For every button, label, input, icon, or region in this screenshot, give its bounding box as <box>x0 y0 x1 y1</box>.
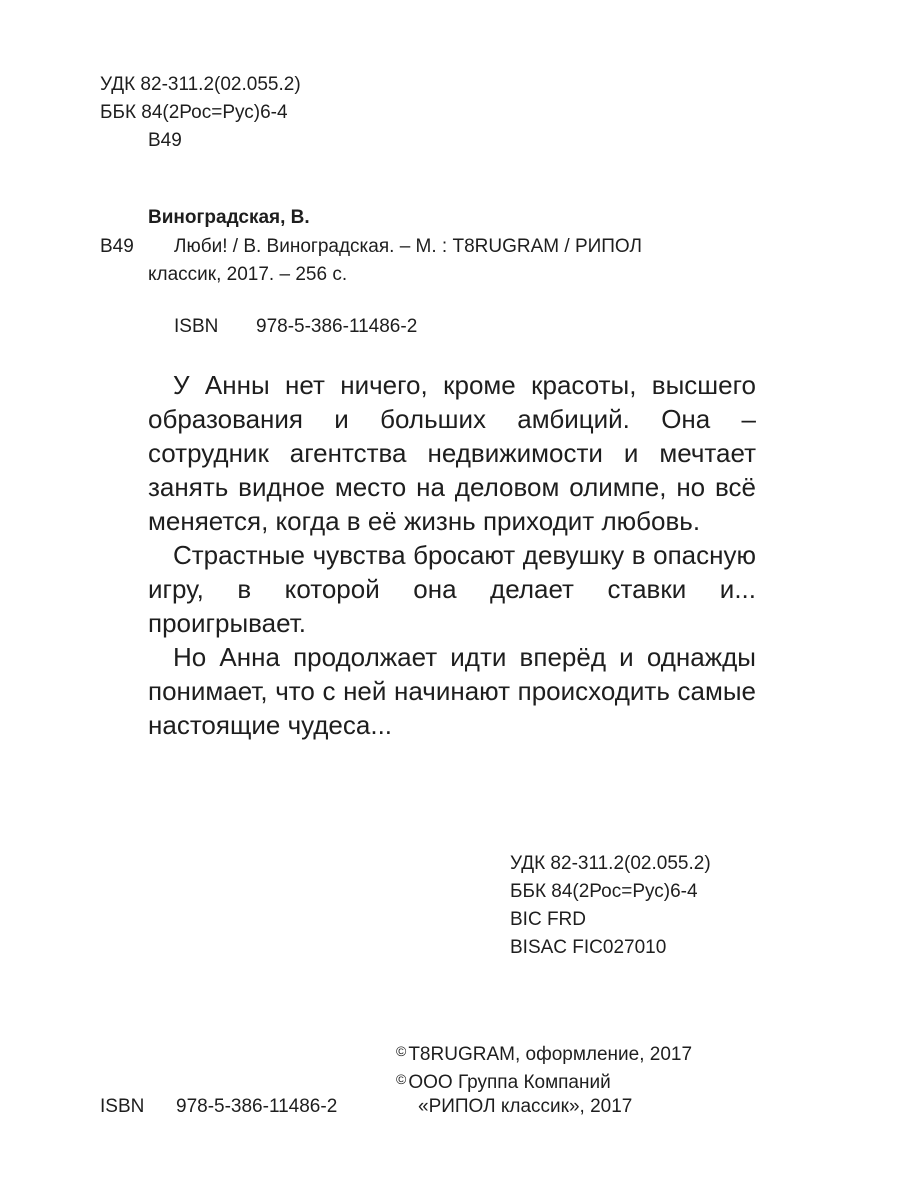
bottom-udk: УДК 82-311.2(02.055.2) <box>510 853 711 874</box>
copyright-symbol-2: © <box>396 1071 407 1087</box>
catalog-isbn: 978-5-386-11486-2 <box>256 316 418 337</box>
copyright-text-1: T8RUGRAM, оформление, 2017 <box>408 1044 693 1065</box>
annotation-paragraph-1: У Анны нет ничего, кроме красоты, высшего образования и больших амбиций. Она – сотрудник агентства недвижимости и мечтает занять видное место на деловом олимпе, но всё меняется, когда в её жизнь приходит любовь. <box>148 370 756 536</box>
annotation-paragraph-3: Но Анна продолжает идти вперёд и однажды понимает, что с ней начинают происходить самые настоящие чудеса... <box>148 642 756 740</box>
top-author-sign: В49 <box>148 130 182 151</box>
top-bbk: ББК 84(2Рос=Рус)6-4 <box>100 102 288 123</box>
catalog-title-line-1: Люби! / В. Виноградская. – М. : T8RUGRAM / РИПОЛ <box>174 236 642 257</box>
bottom-bic: BIC FRD <box>510 909 586 930</box>
catalog-author-sign: В49 <box>100 236 134 257</box>
footer-isbn-label: ISBN <box>100 1096 145 1117</box>
footer-isbn: 978-5-386-11486-2 <box>176 1096 338 1117</box>
bottom-bbk: ББК 84(2Рос=Рус)6-4 <box>510 881 698 902</box>
copyright-line-3: «РИПОЛ классик», 2017 <box>418 1096 633 1117</box>
copyright-line-1 <box>396 1038 692 1068</box>
top-udk: УДК 82-311.2(02.055.2) <box>100 74 301 95</box>
catalog-isbn-label: ISBN <box>174 316 219 337</box>
annotation <box>148 368 756 742</box>
catalog-title-line-2: классик, 2017. – 256 с. <box>148 264 348 285</box>
copyright-text-2: ООО Группа Компаний <box>408 1072 611 1093</box>
copyright-line-2 <box>396 1066 611 1096</box>
annotation-paragraph-2: Страстные чувства бросают девушку в опасную игру, в которой она делает ставки и... проигрывает. <box>148 540 756 638</box>
copyright-symbol-1: © <box>396 1043 407 1059</box>
bottom-bisac: BISAC FIC027010 <box>510 937 667 958</box>
catalog-author: Виноградская, В. <box>148 207 310 228</box>
